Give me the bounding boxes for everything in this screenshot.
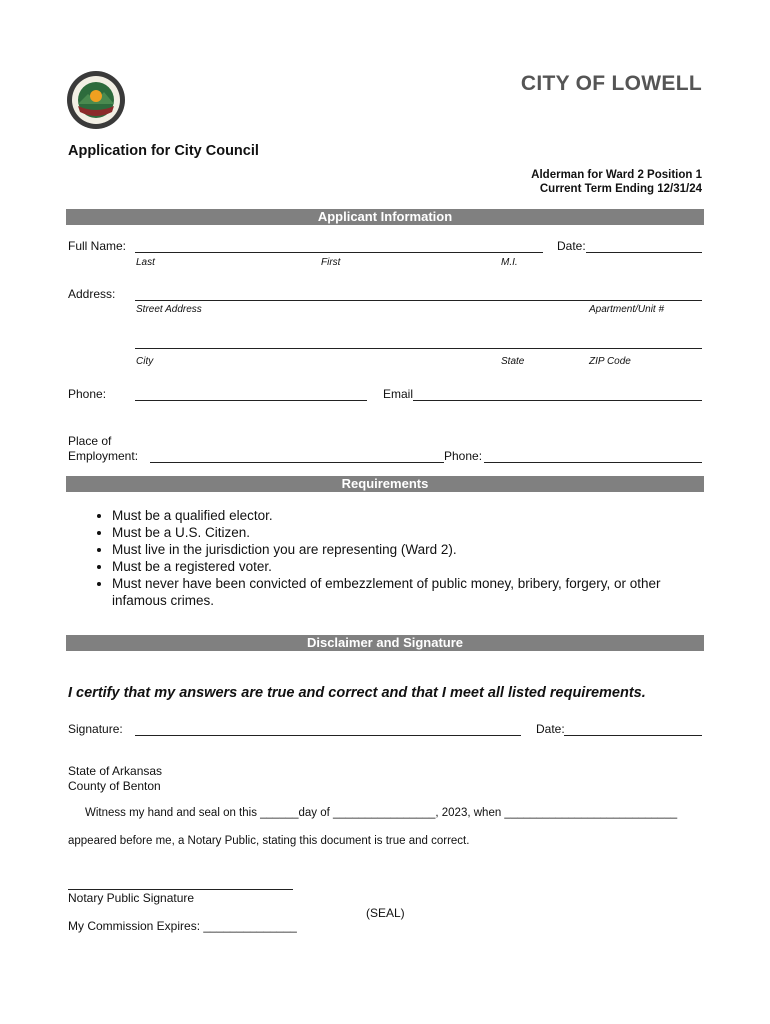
notary-signature-label: Notary Public Signature <box>68 891 195 905</box>
requirements-list <box>84 507 694 609</box>
seal-placeholder: (SEAL) <box>366 906 405 920</box>
signature-label: Signature: <box>68 722 123 736</box>
signature-date-label: Date: <box>536 722 565 736</box>
employment-phone-label: Phone: <box>444 449 483 463</box>
employment-label <box>68 434 138 464</box>
signature-field[interactable] <box>135 735 521 736</box>
application-title: Application for City Council <box>68 143 259 159</box>
commission-expires: My Commission Expires: ______________ <box>68 919 297 933</box>
position-name: Alderman for Ward 2 Position 1 <box>531 169 702 181</box>
city-hint: City <box>136 356 154 367</box>
section-header-applicant: Applicant Information <box>66 209 704 225</box>
city-state-zip-field[interactable] <box>135 348 702 349</box>
requirement-item: • Must be a qualified elector. <box>112 507 694 524</box>
employment-label-line1: Place of <box>68 434 112 448</box>
appearance-statement: appeared before me, a Notary Public, stating this document is true and correct. <box>68 835 470 847</box>
address-label: Address: <box>68 287 116 301</box>
full-name-field[interactable] <box>135 252 543 253</box>
signature-date-field[interactable] <box>564 735 702 736</box>
state-hint: State <box>501 356 525 367</box>
street-address-field[interactable] <box>135 300 702 301</box>
apartment-hint: Apartment/Unit # <box>589 304 665 315</box>
employment-field[interactable] <box>150 462 702 463</box>
requirement-item: • Must live in the jurisdiction you are representing (Ward 2). <box>112 541 694 558</box>
position-info <box>531 168 702 196</box>
phone-label: Phone: <box>68 387 107 401</box>
notary-signature-field[interactable] <box>68 889 293 890</box>
requirement-item: • Must be a registered voter. <box>112 558 694 575</box>
full-name-label: Full Name: <box>68 239 127 253</box>
certification-statement: I certify that my answers are true and correct and that I meet all listed requirements. <box>68 685 646 701</box>
zip-hint: ZIP Code <box>589 356 631 367</box>
first-name-hint: First <box>321 257 341 268</box>
notary-venue <box>68 764 162 794</box>
middle-initial-hint: M.I. <box>501 257 518 268</box>
city-seal-logo <box>66 70 126 130</box>
city-name: CITY OF LOWELL <box>520 72 702 95</box>
section-header-disclaimer: Disclaimer and Signature <box>66 635 704 651</box>
last-name-hint: Last <box>136 257 155 268</box>
requirement-item: • Must be a U.S. Citizen. <box>112 524 694 541</box>
notary-state: State of Arkansas <box>68 764 163 778</box>
employment-label-line2: Employment: <box>68 449 139 463</box>
witness-statement: Witness my hand and seal on this ______day of ________________, 2023, when ___________________________ <box>85 807 678 819</box>
date-field[interactable] <box>586 252 702 253</box>
email-label: Email <box>383 387 414 401</box>
date-label: Date: <box>557 239 586 253</box>
term-ending: Current Term Ending 12/31/24 <box>539 183 702 195</box>
section-header-requirements: Requirements <box>66 476 704 492</box>
requirement-item: • Must never have been convicted of embezzlement of public money, bribery, forgery, or other infamous crimes. <box>112 575 694 609</box>
notary-county: County of Benton <box>68 779 161 793</box>
street-address-hint: Street Address <box>136 304 202 315</box>
email-field[interactable] <box>413 400 702 401</box>
phone-field[interactable] <box>135 400 367 401</box>
